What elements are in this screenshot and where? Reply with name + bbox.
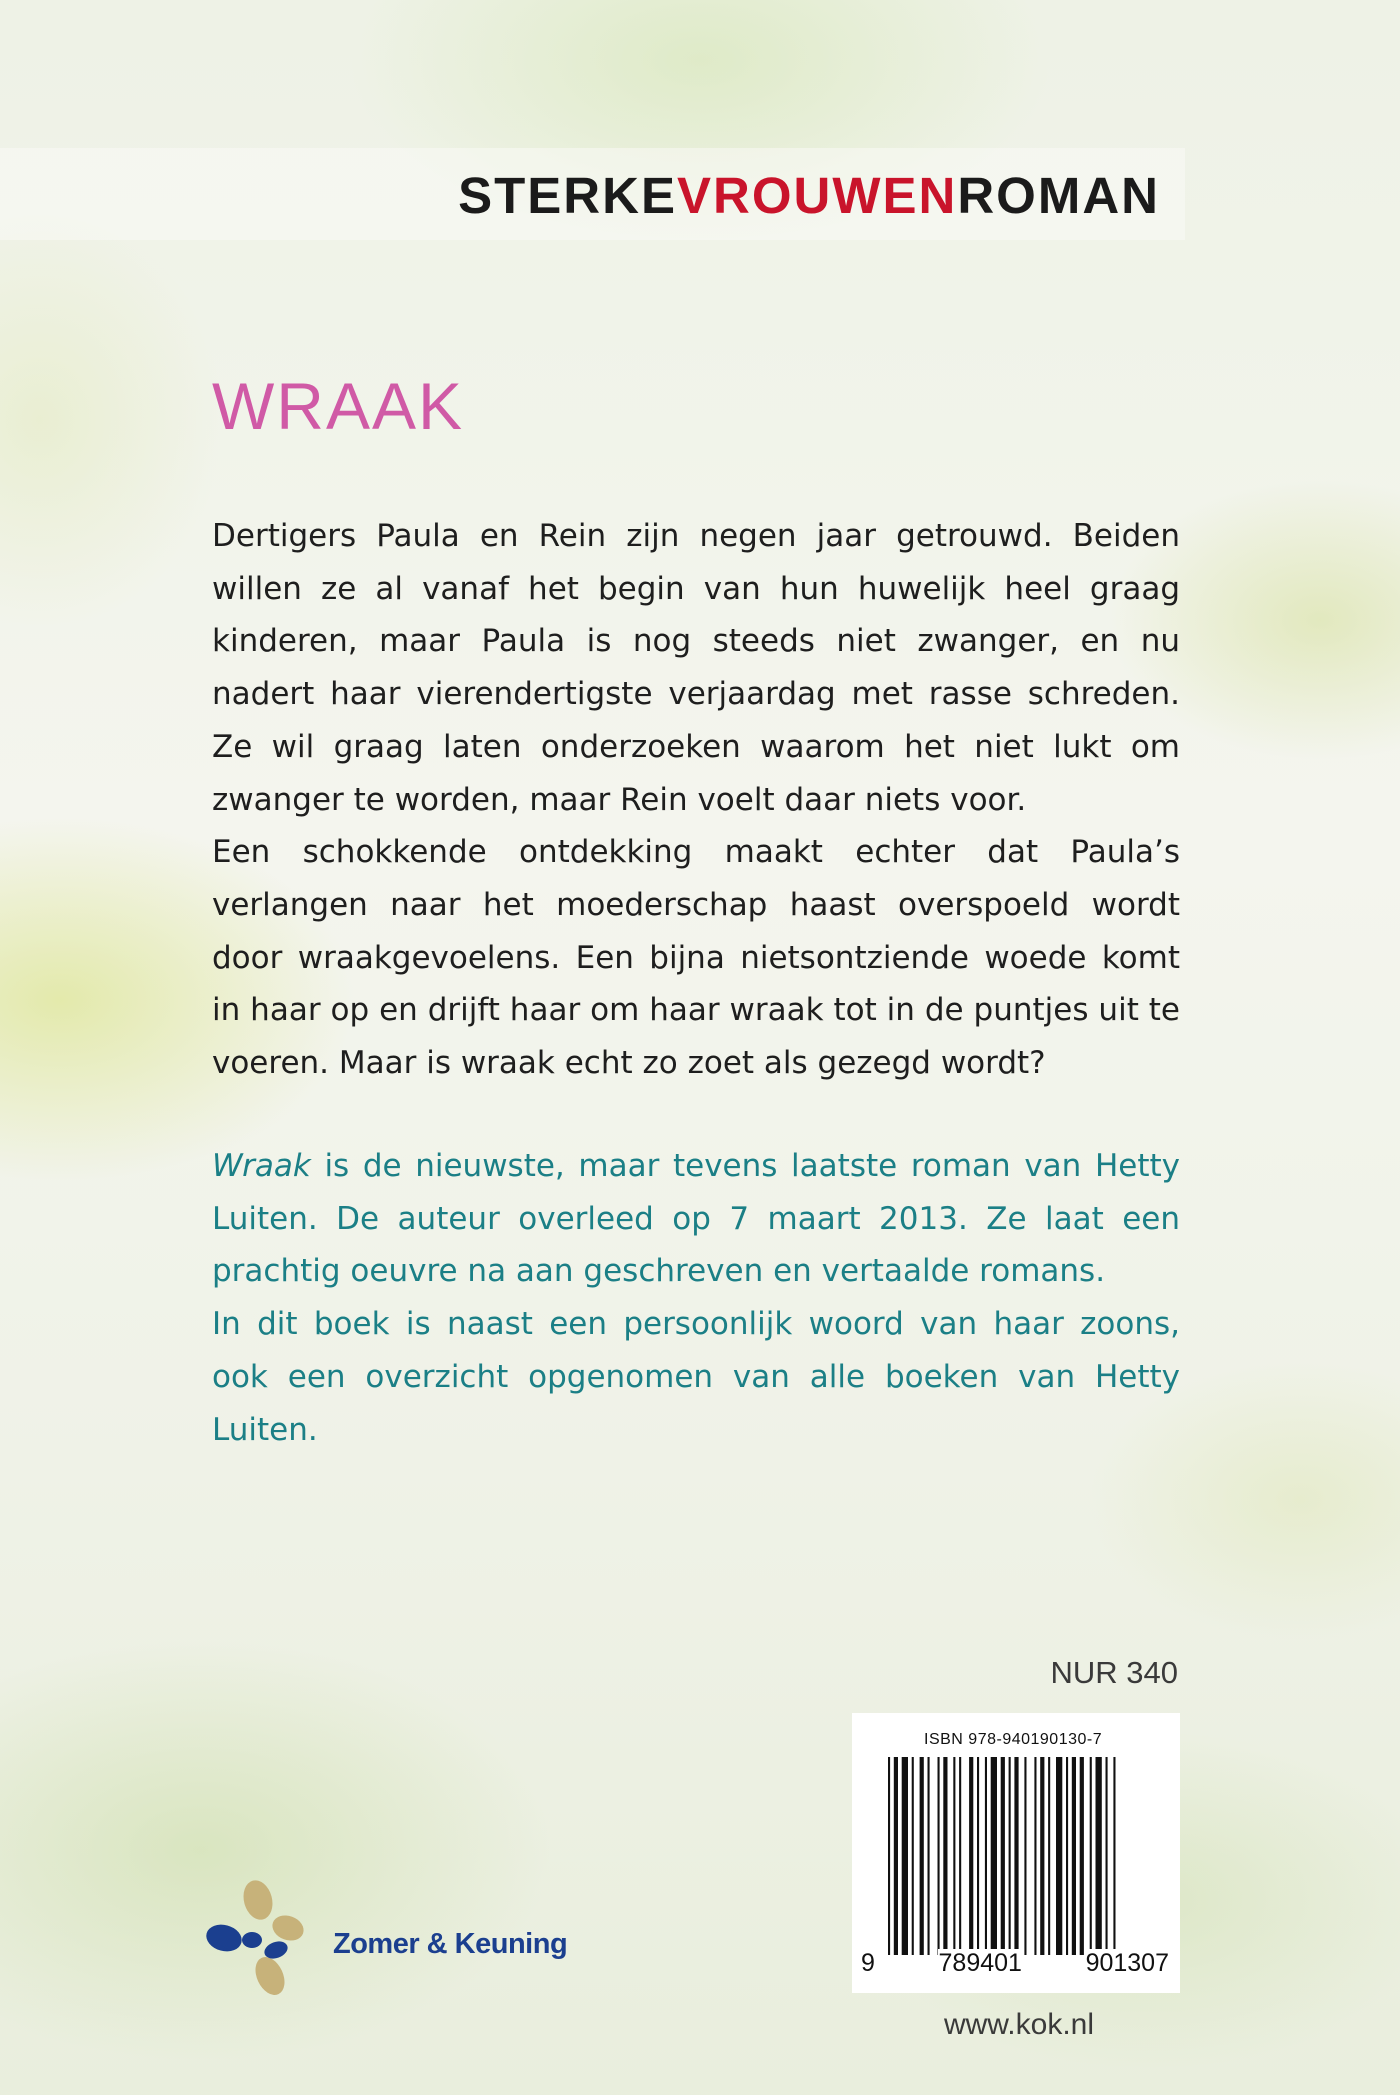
book-title: WRAAK [212, 369, 465, 443]
blurb-text [212, 510, 1180, 1090]
blurb-paragraph-1: Dertigers Paula en Rein zijn negen jaar getrouwd. Beiden willen ze al vanaf het begin van hun huwelijk heel graag kinderen, maar Paula is nog steeds niet zwanger, en nu nadert haar vierendertigste verjaardag met rasse schreden. Ze wil graag laten onderzoeken waarom het niet lukt om zwanger te worden, maar Rein voelt daar niets voor. [212, 518, 1180, 818]
about-sentence: is de nieuwste, maar tevens laatste roman van Hetty Luiten. De auteur overleed op 7 maart 2013. Ze laat een prachtig oeuvre na aan geschreven en vertaalde romans. [212, 1148, 1180, 1290]
flower-petals-logo-icon [200, 1878, 328, 2006]
barcode-bar [969, 1757, 973, 1955]
barcode-bar [1080, 1757, 1084, 1955]
barcode-bar [938, 1757, 940, 1955]
barcode-bar [977, 1757, 979, 1955]
barcode-bar [1106, 1757, 1108, 1955]
barcode-bar [1014, 1757, 1018, 1955]
barcode-bar [920, 1757, 924, 1955]
barcode-bar [953, 1757, 955, 1955]
barcode-digits-right: 901307 [1085, 1949, 1169, 1977]
about-book-title: Wraak [212, 1148, 311, 1184]
barcode-bar [1009, 1757, 1011, 1955]
barcode-digits-left: 789401 [938, 1949, 1022, 1977]
barcode-bar [902, 1757, 908, 1955]
barcode [852, 1713, 1180, 1993]
barcode-bar [985, 1757, 987, 1955]
barcode-bar [943, 1757, 947, 1955]
barcode-bar [928, 1757, 930, 1955]
publisher-name: Zomer & Keuning [333, 1928, 568, 1960]
barcode-bar [1090, 1757, 1092, 1955]
barcode-bar [888, 1757, 890, 1955]
about-paragraph-2: In dit boek is naast een persoonlijk woord van haar zoons, ook een overzicht opgenomen van alle boeken van Hetty Luiten. [212, 1306, 1180, 1448]
series-part-vrouwen: VROUWEN [677, 167, 958, 224]
barcode-bar [1040, 1757, 1044, 1955]
blurb-paragraph-2: Een schokkende ontdekking maakt echter dat Paula’s verlangen naar het moederschap haast overspoeld wordt door wraakgevoelens. Een bijna nietsontziende woede komt in haar op en drijft haar om haar wraak tot in de puntjes uit te voeren. Maar is wraak echt zo zoet als gezegd wordt? [212, 834, 1180, 1082]
barcode-digit-lead: 9 [861, 1949, 875, 1977]
about-paragraph-1 [212, 1140, 1180, 1298]
barcode-bar [1001, 1757, 1005, 1955]
series-part-sterke: STERKE [458, 167, 677, 224]
barcode-bar [1072, 1757, 1076, 1955]
barcode-bar [1048, 1757, 1050, 1955]
nur-code: NUR 340 [1050, 1655, 1178, 1690]
barcode-bar [912, 1757, 914, 1955]
website-url: www.kok.nl [943, 2008, 1094, 2041]
about-author-text [212, 1140, 1180, 1456]
barcode-bar [1024, 1757, 1026, 1955]
barcode-bar [1066, 1757, 1068, 1955]
barcode-bar [1096, 1757, 1102, 1955]
isbn-label: ISBN 978-940190130-7 [924, 1731, 1103, 1748]
barcode-bar [1056, 1757, 1062, 1955]
barcode-bar [894, 1757, 898, 1955]
barcode-bars [888, 1757, 1152, 1955]
series-part-roman: ROMAN [957, 167, 1160, 224]
barcode-bar [991, 1757, 997, 1955]
barcode-bar [959, 1757, 961, 1955]
barcode-digits [860, 1949, 1170, 1978]
barcode-bar [1034, 1757, 1036, 1955]
series-name [458, 166, 1160, 225]
barcode-bar [1113, 1757, 1115, 1955]
